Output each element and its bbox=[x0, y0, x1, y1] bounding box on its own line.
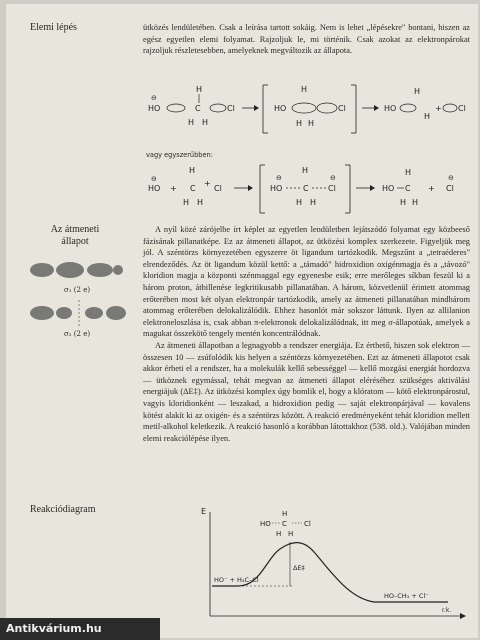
svg-text:Cl: Cl bbox=[214, 184, 222, 193]
svg-text:H: H bbox=[189, 166, 196, 175]
svg-text:C: C bbox=[282, 520, 287, 528]
svg-text:HO: HO bbox=[270, 184, 283, 193]
svg-text:H: H bbox=[308, 119, 315, 128]
scheme1-lobe bbox=[167, 104, 185, 112]
reaction-scheme-simple bbox=[142, 161, 472, 221]
svg-text:HO: HO bbox=[148, 184, 161, 193]
svg-text:Cl: Cl bbox=[304, 520, 311, 528]
scheme1-minus: ⊖ bbox=[151, 94, 157, 102]
svg-text:H: H bbox=[302, 166, 309, 175]
orbital-sigma1-figure bbox=[28, 258, 128, 282]
products-label: HO–CH₃ + Cl⁻ bbox=[384, 592, 429, 600]
svg-text:H: H bbox=[282, 510, 288, 518]
margin-label-elemi-lepes: Elemi lépés bbox=[30, 22, 77, 33]
svg-text:Cl: Cl bbox=[458, 104, 466, 113]
svg-text:+: + bbox=[435, 104, 442, 113]
svg-text:Cl: Cl bbox=[446, 184, 454, 193]
svg-text:+: + bbox=[204, 179, 211, 188]
svg-text:HO: HO bbox=[260, 520, 271, 528]
svg-text:H: H bbox=[196, 85, 203, 94]
margin-label-atmeneti-line2: állapot bbox=[61, 236, 89, 247]
svg-text:H: H bbox=[183, 198, 190, 207]
svg-text:H: H bbox=[310, 198, 317, 207]
svg-text:H: H bbox=[296, 119, 303, 128]
svg-text:+: + bbox=[170, 184, 177, 193]
svg-text:H: H bbox=[405, 168, 412, 177]
svg-text:Cl: Cl bbox=[328, 184, 336, 193]
svg-text:H: H bbox=[202, 118, 209, 127]
svg-text:Cl: Cl bbox=[227, 104, 235, 113]
watermark: Antikvárium.hu bbox=[0, 618, 160, 640]
svg-text:HO: HO bbox=[384, 104, 397, 113]
svg-text:H: H bbox=[276, 530, 282, 538]
paragraph-transition-text: A nyíl közé zárójelbe írt képlet az egyetlen lendületben lejátszódó folyamat egy közbeeső fázisának pillanatképe. Ez az átmeneti állapot, az ütközési komplex szerkezete. Figyeljük meg jól. A széntörzs környezetében egyszerre öt ligandum tartózkodik. Megszűnt a „tetraéderes" elrendeződés. Az öt ligandum közül kettő: a „támadó" hidroxidion oxigénmagja és a „távozó" kloridion magja a központi szénmaggal egy egyenesbe esik; erre merőleges síkban feszül ki a három proton, átbillenése legkritikusabb pillanatában. A három, közvetlenül érintett atommag erőterében most két olyan elektronpár tartózkodik, amely az átmeneti pillanatában mindhárom atommag erőterében delokalizálódik. Ehhez hasonlót már sokszor láttunk. Ilyen az allilanion elektroneloszlása is, csak abban π-elektronok delokalizálódnak, itt meg σ-állapotúak, amelyek a magukat összekötő tengely mentén koncentrálódnak. bbox=[143, 225, 470, 339]
svg-text:H: H bbox=[296, 198, 303, 207]
margin-label-atmeneti-line1: Az átmeneti bbox=[50, 224, 100, 235]
svg-text:⊖: ⊖ bbox=[151, 175, 157, 183]
svg-text:H: H bbox=[197, 198, 204, 207]
svg-text:H: H bbox=[301, 85, 308, 94]
svg-text:⊖: ⊖ bbox=[448, 174, 454, 182]
orbital-sigma1-caption: σ₁ (2 e) bbox=[64, 286, 91, 294]
axis-e-label: E bbox=[201, 507, 207, 516]
axis-rk-label: r.k. bbox=[442, 607, 452, 614]
paragraph-intro-text: ütközés lendületében. Csak a leírása tartott sokáig. Nem is lehet „lépésekre" bontani, hiszen az egész egyetlen elemi folyamat. Rajzoljuk le, mi történik. Csak azokat az elektronpárokat rajzoljuk részletesebben, amelyeknek megváltozik az állapota. bbox=[143, 23, 470, 56]
scheme-caption: vagy egyszerűbben: bbox=[146, 151, 213, 159]
svg-text:H: H bbox=[288, 530, 294, 538]
orbital-sigma2-caption: σ₂ (2 e) bbox=[64, 330, 91, 338]
paragraph-intro bbox=[143, 22, 470, 57]
svg-text:HO: HO bbox=[382, 184, 395, 193]
margin-label-atmeneti bbox=[40, 224, 110, 248]
scheme1-ho: HO bbox=[148, 104, 161, 113]
svg-text:C: C bbox=[405, 184, 411, 193]
reactants-label: HO⁻ + H₃C–Cl bbox=[214, 576, 259, 584]
reaction-energy-diagram bbox=[198, 504, 468, 622]
svg-text:HO: HO bbox=[274, 104, 287, 113]
svg-text:H: H bbox=[412, 198, 419, 207]
paragraph-energy-text: Az átmeneti állapotban a legnagyobb a rendszer energiája. Ez érthető, hiszen sok elektron — összesen 10 — zsúfolódik kis helyen a széntörzs környezetében. Ezt az átmeneti állapotot csak akkor érheti el a rendszer, ha a molekulák kellő sebességgel — kellő mozgási energiát hordozva — ütköznek egymással, tehát megvan az átmeneti állapot eléréséhez szükséges aktiválási energiájuk (ΔE‡). Az ütközési komplex úgy bomlik el, hogy a klóratom — kötő elektronpárostul, vagyis kloridionként — leszakad, a hidroxidion pedig — saját elektronpárjával — kovalens kötést alakít ki az oxigén- és a széntörzs között. A reakció eredményeként tehát kloridion mellett metil-alkohol keletkezik. A reakció hasonló a korábban látottakhoz (538. old.). Valójában minden elemi reakciólépése ilyen. bbox=[143, 340, 470, 443]
orbital-sigma2-figure bbox=[28, 300, 128, 326]
reaction-scheme-detailed bbox=[142, 79, 472, 149]
svg-text:H: H bbox=[400, 198, 407, 207]
svg-text:H: H bbox=[414, 87, 421, 96]
svg-text:C: C bbox=[303, 184, 309, 193]
svg-text:C: C bbox=[190, 184, 196, 193]
svg-text:Cl: Cl bbox=[338, 104, 346, 113]
activation-energy-label: ΔE‡ bbox=[293, 564, 305, 572]
svg-text:H: H bbox=[424, 112, 431, 121]
margin-label-reakciodiagram: Reakciódiagram bbox=[30, 504, 96, 515]
paragraph-transition-state bbox=[143, 224, 470, 444]
svg-text:C: C bbox=[195, 104, 201, 113]
svg-text:H: H bbox=[188, 118, 195, 127]
svg-text:+: + bbox=[428, 184, 435, 193]
svg-text:⊖: ⊖ bbox=[276, 174, 282, 182]
svg-text:⊖: ⊖ bbox=[330, 174, 336, 182]
book-page bbox=[6, 4, 478, 638]
